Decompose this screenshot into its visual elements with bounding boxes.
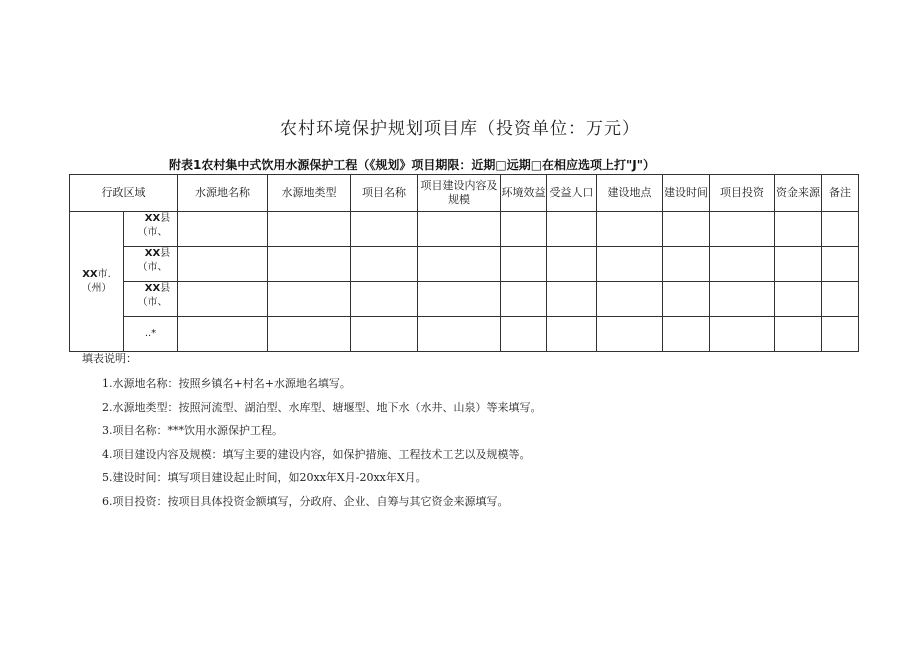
table-cell (418, 247, 501, 282)
table-cell (710, 247, 775, 282)
table-cell (710, 317, 775, 352)
table-cell (418, 212, 501, 247)
city-unit: 市. (97, 268, 111, 280)
ellipsis-cell: ..* (124, 317, 178, 352)
table-cell (663, 212, 710, 247)
county-cell (124, 212, 178, 247)
table-header-row (70, 175, 859, 212)
header-location: 建设地点 (597, 175, 663, 212)
county-cell (124, 247, 178, 282)
table-cell (178, 317, 268, 352)
table-cell (268, 317, 351, 352)
table-row (70, 212, 859, 247)
table-cell (501, 212, 547, 247)
table-cell (775, 317, 822, 352)
table-cell (501, 317, 547, 352)
table-cell (178, 212, 268, 247)
note-item: 5.建设时间：填写项目建设起止时间，如20xx年X月-20xx年X月。 (102, 471, 427, 484)
header-time: 建设时间 (663, 175, 710, 212)
table-cell (351, 247, 418, 282)
county-unit: 县 (160, 283, 171, 294)
note-item: 2.水源地类型：按照河流型、湖泊型、水库型、塘堰型、地下水（水井、山泉）等来填写。 (102, 400, 542, 414)
city-code: XX (82, 268, 98, 280)
note-item: 3.项目名称：***饮用水源保护工程。 (102, 424, 283, 437)
table-cell (547, 212, 597, 247)
table-cell (775, 212, 822, 247)
county-code: XX (144, 283, 161, 294)
county-code: XX (144, 213, 161, 224)
table-cell (597, 247, 663, 282)
header-region: 行政区域 (70, 175, 178, 212)
page-title: 农村环境保护规划项目库（投资单位：万元） (280, 119, 640, 139)
table-cell (822, 212, 859, 247)
table-cell (775, 282, 822, 317)
header-investment: 项目投资 (710, 175, 775, 212)
table-row (70, 247, 859, 282)
city-sub: （州） (81, 282, 112, 294)
header-remark: 备注 (822, 175, 859, 212)
table-cell (268, 247, 351, 282)
fill-instructions (82, 350, 542, 516)
header-source-type: 水源地类型 (268, 175, 351, 212)
note-item: 4.项目建设内容及规模：填写主要的建设内容，如保护措施、工程技术工艺以及规模等。 (102, 447, 531, 461)
table-cell (418, 317, 501, 352)
header-beneficiaries: 受益人口 (547, 175, 597, 212)
table-cell (710, 212, 775, 247)
table-cell (547, 317, 597, 352)
table-cell (663, 282, 710, 317)
table-row (70, 282, 859, 317)
table-cell (547, 282, 597, 317)
table-cell (597, 317, 663, 352)
table-cell (663, 317, 710, 352)
header-env-benefit: 环境效益 (501, 175, 547, 212)
note-item: 6.项目投资：按项目具体投资金额填写，分政府、企业、自筹与其它资金来源填写。 (102, 494, 509, 508)
note-item: 1.水源地名称：按照乡镇名+村名+水源地名填写。 (102, 377, 351, 390)
county-unit: 县 (160, 213, 171, 224)
table-cell (663, 247, 710, 282)
table-cell (597, 212, 663, 247)
county-cell (124, 282, 178, 317)
city-cell (70, 212, 124, 352)
header-project-name: 项目名称 (351, 175, 418, 212)
header-fund-source: 资金来源 (775, 175, 822, 212)
table-cell (775, 247, 822, 282)
table-cell (822, 317, 859, 352)
table-cell (822, 247, 859, 282)
table-cell (351, 282, 418, 317)
table-cell (710, 282, 775, 317)
table-cell (418, 282, 501, 317)
header-content-scale: 项目建设内容及规模 (418, 175, 501, 212)
header-source-name: 水源地名称 (178, 175, 268, 212)
table-cell (547, 247, 597, 282)
table-cell (351, 212, 418, 247)
table-cell (268, 282, 351, 317)
county-unit: 县 (160, 248, 171, 259)
table-cell (178, 282, 268, 317)
table-row (70, 317, 859, 352)
table-cell (178, 247, 268, 282)
project-table (69, 174, 859, 352)
table-cell (597, 282, 663, 317)
table-cell (501, 282, 547, 317)
table-cell (268, 212, 351, 247)
notes-heading: 填表说明： (82, 352, 137, 365)
county-sub: （市、 (137, 297, 168, 308)
table-cell (822, 282, 859, 317)
county-sub: （市、 (137, 227, 168, 238)
county-code: XX (144, 248, 161, 259)
table-caption: 附表1农村集中式饮用水源保护工程（《规划》项目期限：近期□远期□在相应选项上打"J"） (169, 158, 655, 172)
table-cell (501, 247, 547, 282)
county-sub: （市、 (137, 262, 168, 273)
table-cell (351, 317, 418, 352)
